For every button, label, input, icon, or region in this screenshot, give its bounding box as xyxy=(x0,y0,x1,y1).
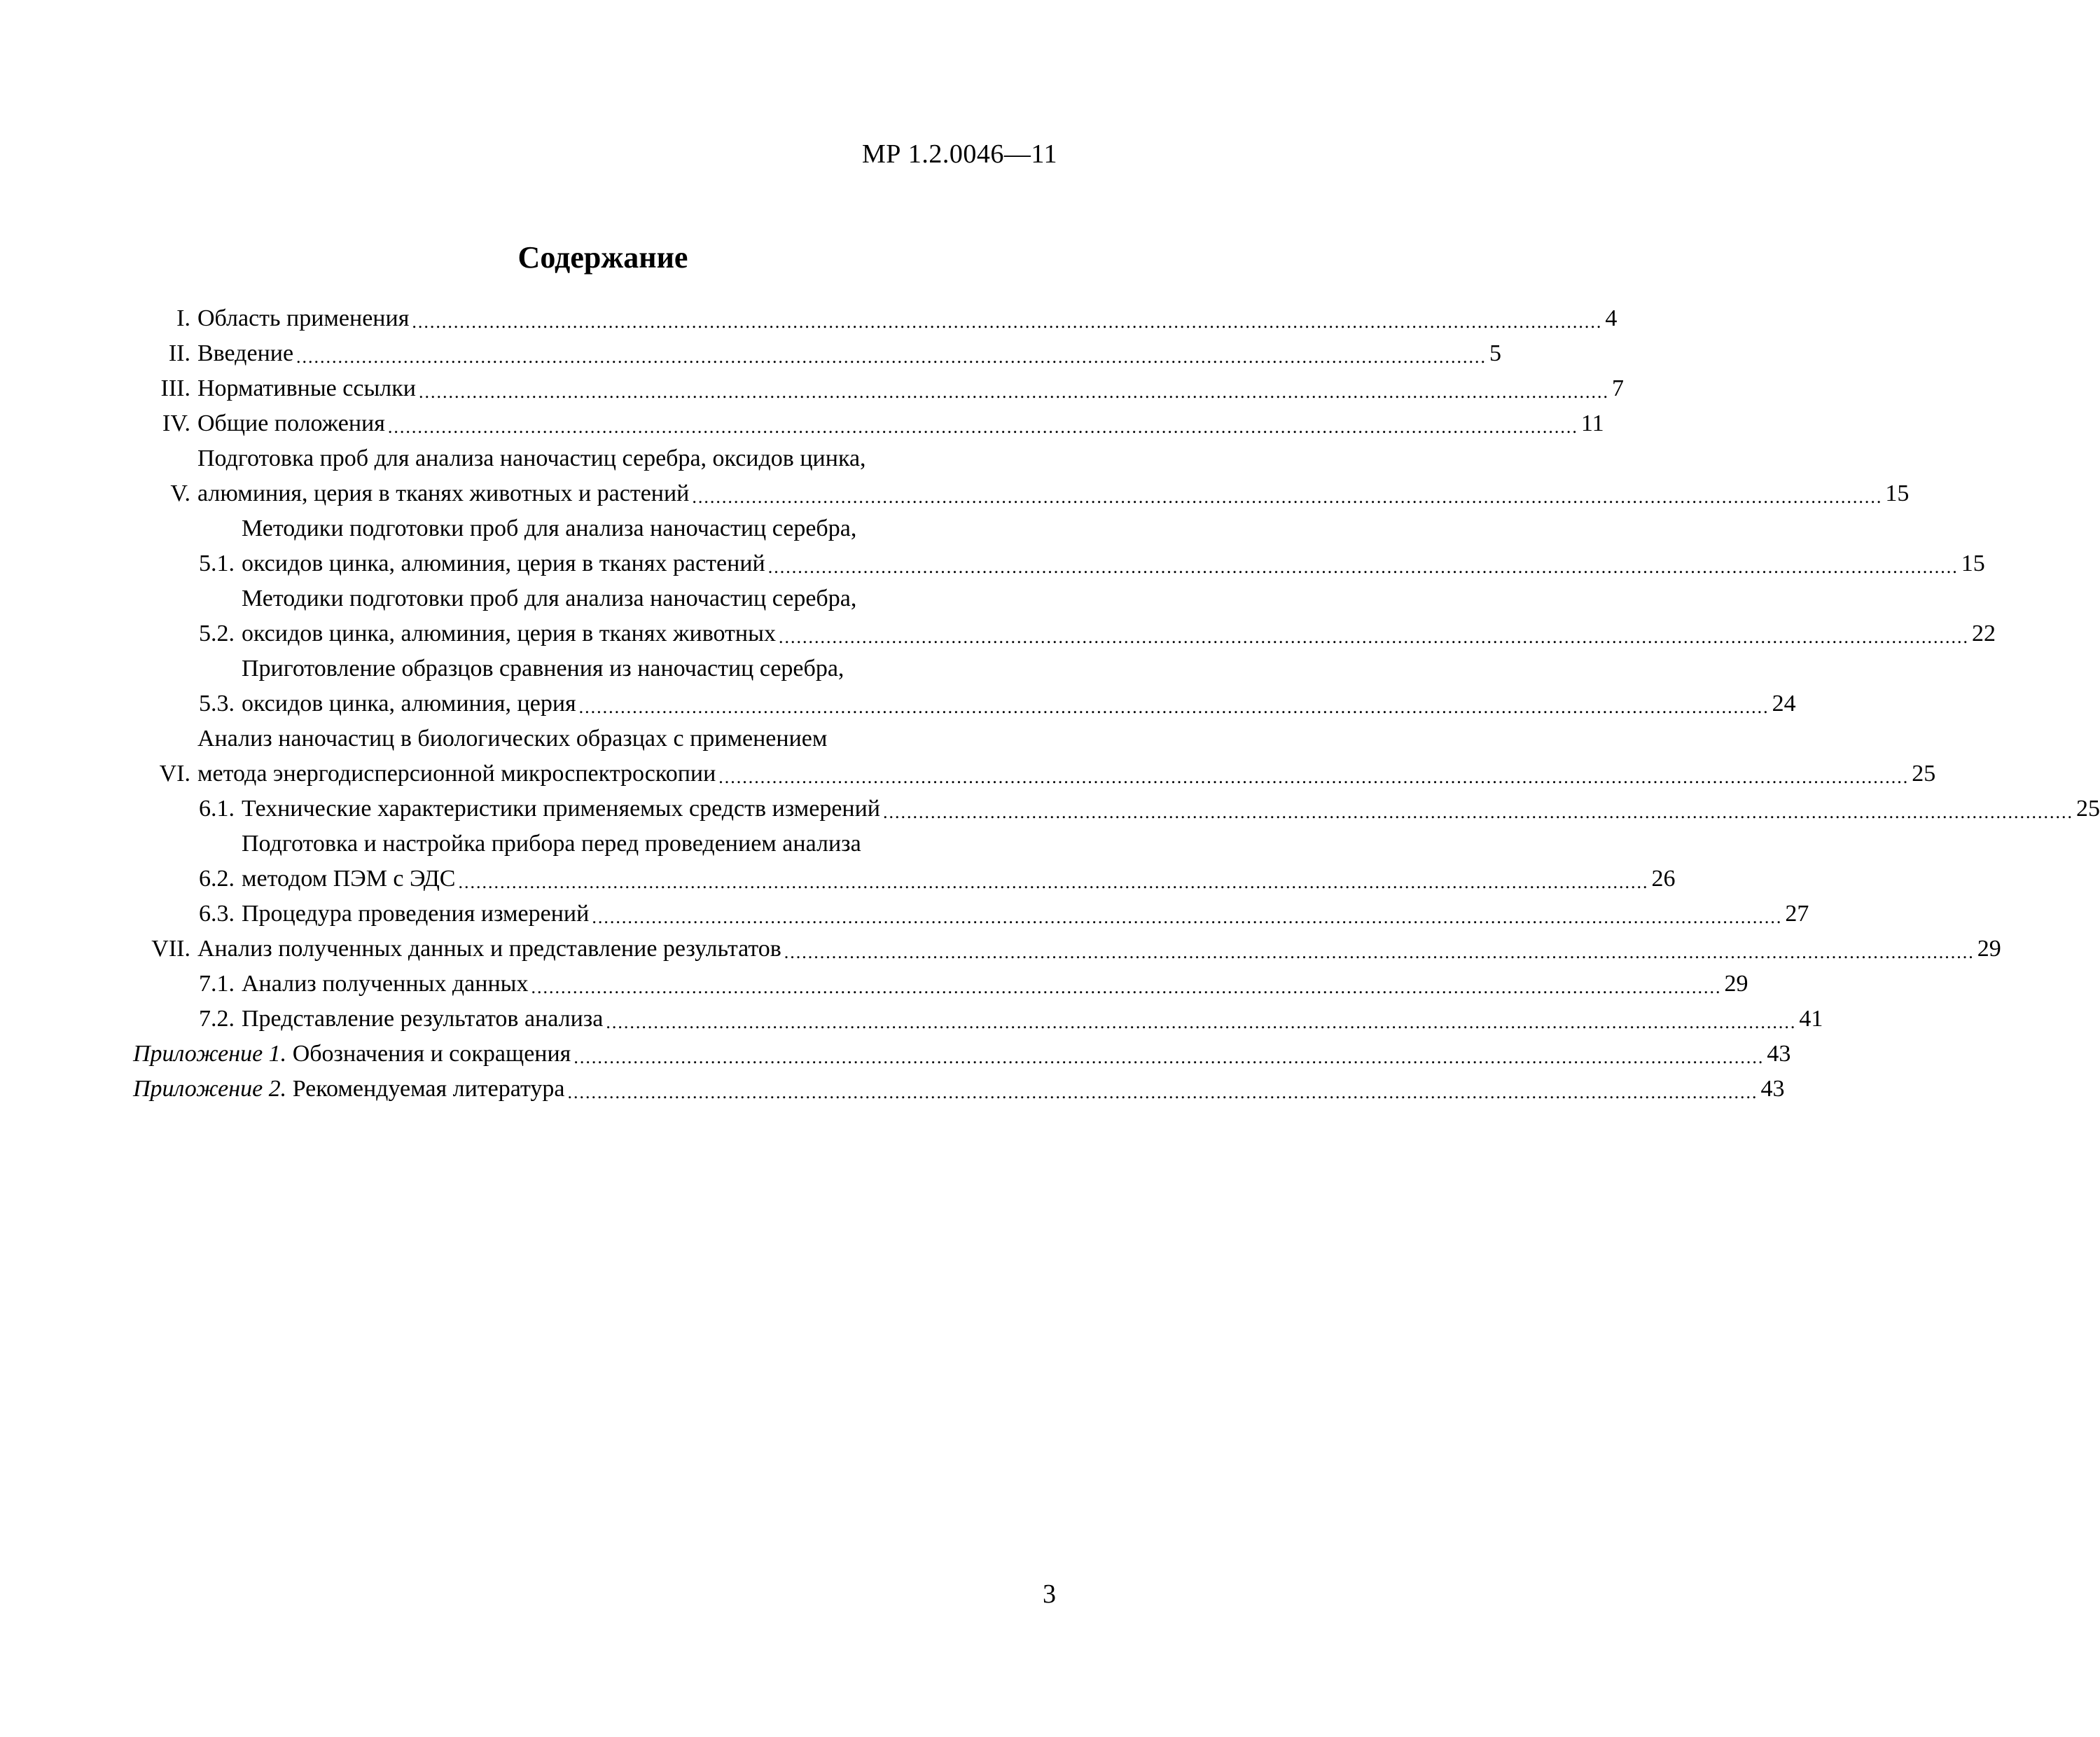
toc-entry-title: Анализ полученных данных и представление результатов xyxy=(197,936,781,962)
dot-leader: ........................................................................................................................................................................................................ xyxy=(573,1047,1765,1067)
appendix-label: Приложение 2. xyxy=(133,1076,287,1102)
toc-entry-title: метода энергодисперсионной микроспектроскопии xyxy=(197,761,716,787)
toc-entry-number: 6.3. xyxy=(199,901,235,927)
dot-leader: ........................................................................................................................................................................................................ xyxy=(767,557,1959,577)
toc-entry-page: 24 xyxy=(1772,691,1796,717)
dot-leader: ........................................................................................................................................................................................................ xyxy=(296,347,1487,367)
toc-entry-title: Введение xyxy=(197,340,294,366)
toc-entry-title: оксидов цинка, алюминия, церия в тканях животных xyxy=(242,621,776,646)
toc-entry[interactable] xyxy=(133,406,1604,441)
toc-entry-title: оксидов цинка, алюминия, церия в тканях растений xyxy=(242,551,765,576)
dot-leader: ........................................................................................................................................................................................................ xyxy=(883,802,2073,822)
dot-leader: ........................................................................................................................................................................................................ xyxy=(778,627,1969,647)
toc-entry-title: Приготовление образцов сравнения из наночастиц серебра, xyxy=(242,656,844,681)
dot-leader: ........................................................................................................................................................................................................ xyxy=(418,382,1609,402)
toc-entry-page: 15 xyxy=(1885,480,1910,506)
toc-entry-title: Представление результатов анализа xyxy=(242,1006,604,1032)
toc-entry-number: 6.1. xyxy=(199,796,235,822)
toc-title: Содержание xyxy=(517,240,688,275)
toc-entry-number: 5.1. xyxy=(199,551,235,576)
toc-entry-number: VII. xyxy=(151,936,190,962)
toc-entry-page: 41 xyxy=(1799,1006,1823,1032)
toc-entry-title: методом ПЭМ с ЭДС xyxy=(242,866,456,892)
toc-entry-page: 25 xyxy=(1912,761,1936,787)
toc-entry-title: Рекомендуемая литература xyxy=(292,1076,565,1102)
dot-leader: ........................................................................................................................................................................................................ xyxy=(578,697,1769,717)
dot-leader: ........................................................................................................................................................................................................ xyxy=(531,977,1722,997)
dot-leader: ........................................................................................................................................................................................................ xyxy=(387,417,1578,437)
appendix-label: Приложение 1. xyxy=(133,1041,287,1067)
toc-entry[interactable] xyxy=(133,1072,1785,1107)
dot-leader: ........................................................................................................................................................................................................ xyxy=(567,1082,1758,1102)
toc-entry[interactable] xyxy=(133,336,1502,371)
toc-entry[interactable] xyxy=(133,371,1624,406)
toc-entry-number: 7.2. xyxy=(199,1006,235,1032)
toc-entry-number: I. xyxy=(176,305,190,331)
toc-entry-title: Подготовка проб для анализа наночастиц серебра, оксидов цинка, xyxy=(197,445,866,471)
dot-leader: ........................................................................................................................................................................................................ xyxy=(692,487,1883,507)
toc-entry[interactable] xyxy=(133,791,2100,826)
toc-entry[interactable] xyxy=(133,1002,1823,1037)
toc-entry[interactable] xyxy=(133,721,1936,791)
toc-entry-title: Анализ полученных данных xyxy=(242,971,529,997)
toc-entry[interactable] xyxy=(133,1037,1791,1072)
toc-entry[interactable] xyxy=(133,651,1796,721)
toc-entry-number: 6.2. xyxy=(199,866,235,892)
toc-entry-number: V. xyxy=(170,480,190,506)
toc-entry-title: Процедура проведения измерений xyxy=(242,901,590,927)
toc-entry-page: 43 xyxy=(1767,1041,1791,1067)
toc-entry-title: Технические характеристики применяемых средств измерений xyxy=(242,796,880,822)
toc-entry-title: Нормативные ссылки xyxy=(197,375,416,401)
dot-leader: ........................................................................................................................................................................................................ xyxy=(718,767,1910,787)
toc-entry-title: Обозначения и сокращения xyxy=(292,1041,571,1067)
toc-entry-title: алюминия, церия в тканях животных и растений xyxy=(197,480,690,506)
dot-leader: ........................................................................................................................................................................................................ xyxy=(606,1012,1797,1032)
table-of-contents xyxy=(133,301,2100,1107)
toc-entry-title: оксидов цинка, алюминия, церия xyxy=(242,691,576,717)
toc-entry-page: 22 xyxy=(1971,621,1996,646)
toc-entry-title: Анализ наночастиц в биологических образцах с применением xyxy=(197,726,828,752)
toc-entry[interactable] xyxy=(133,897,1809,932)
toc-entry-number: 7.1. xyxy=(199,971,235,997)
toc-entry-page: 26 xyxy=(1651,866,1676,892)
toc-entry[interactable] xyxy=(133,967,1748,1002)
toc-entry-number: VI. xyxy=(159,761,190,787)
toc-entry-page: 4 xyxy=(1605,305,1618,331)
toc-entry-number: 5.3. xyxy=(199,691,235,717)
toc-entry-page: 43 xyxy=(1760,1076,1785,1102)
toc-entry-title: Общие положения xyxy=(197,410,385,436)
toc-entry[interactable] xyxy=(133,441,1910,511)
toc-entry-page: 15 xyxy=(1961,551,1985,576)
toc-entry-page: 25 xyxy=(2076,796,2100,822)
toc-entry-title: Область применения xyxy=(197,305,410,331)
toc-entry[interactable] xyxy=(133,511,1985,581)
toc-entry-page: 5 xyxy=(1489,340,1502,366)
toc-entry-page: 29 xyxy=(1724,971,1748,997)
toc-entry[interactable] xyxy=(133,301,1618,336)
document-code: МР 1.2.0046—11 xyxy=(861,139,1057,169)
toc-entry-number: II. xyxy=(168,340,190,366)
dot-leader: ........................................................................................................................................................................................................ xyxy=(784,942,1975,962)
toc-entry-page: 7 xyxy=(1611,375,1624,401)
toc-entry-title: Подготовка и настройка прибора перед проведением анализа xyxy=(242,831,861,857)
toc-entry-page: 11 xyxy=(1580,410,1604,436)
dot-leader: ........................................................................................................................................................................................................ xyxy=(458,872,1649,892)
toc-entry-number: 5.2. xyxy=(199,621,235,646)
toc-entry[interactable] xyxy=(133,826,1676,897)
toc-entry-number: III. xyxy=(160,375,190,401)
toc-entry[interactable] xyxy=(133,581,1996,651)
toc-entry-title: Методики подготовки проб для анализа наночастиц серебра, xyxy=(242,515,857,541)
dot-leader: ........................................................................................................................................................................................................ xyxy=(592,907,1783,927)
toc-entry-page: 29 xyxy=(1977,936,2001,962)
dot-leader: ........................................................................................................................................................................................................ xyxy=(412,312,1603,332)
toc-entry-number: IV. xyxy=(162,410,190,436)
toc-entry-page: 27 xyxy=(1785,901,1809,927)
toc-entry-title: Методики подготовки проб для анализа наночастиц серебра, xyxy=(242,586,857,611)
page-number: 3 xyxy=(1043,1579,1056,1609)
toc-entry[interactable] xyxy=(133,932,2001,967)
